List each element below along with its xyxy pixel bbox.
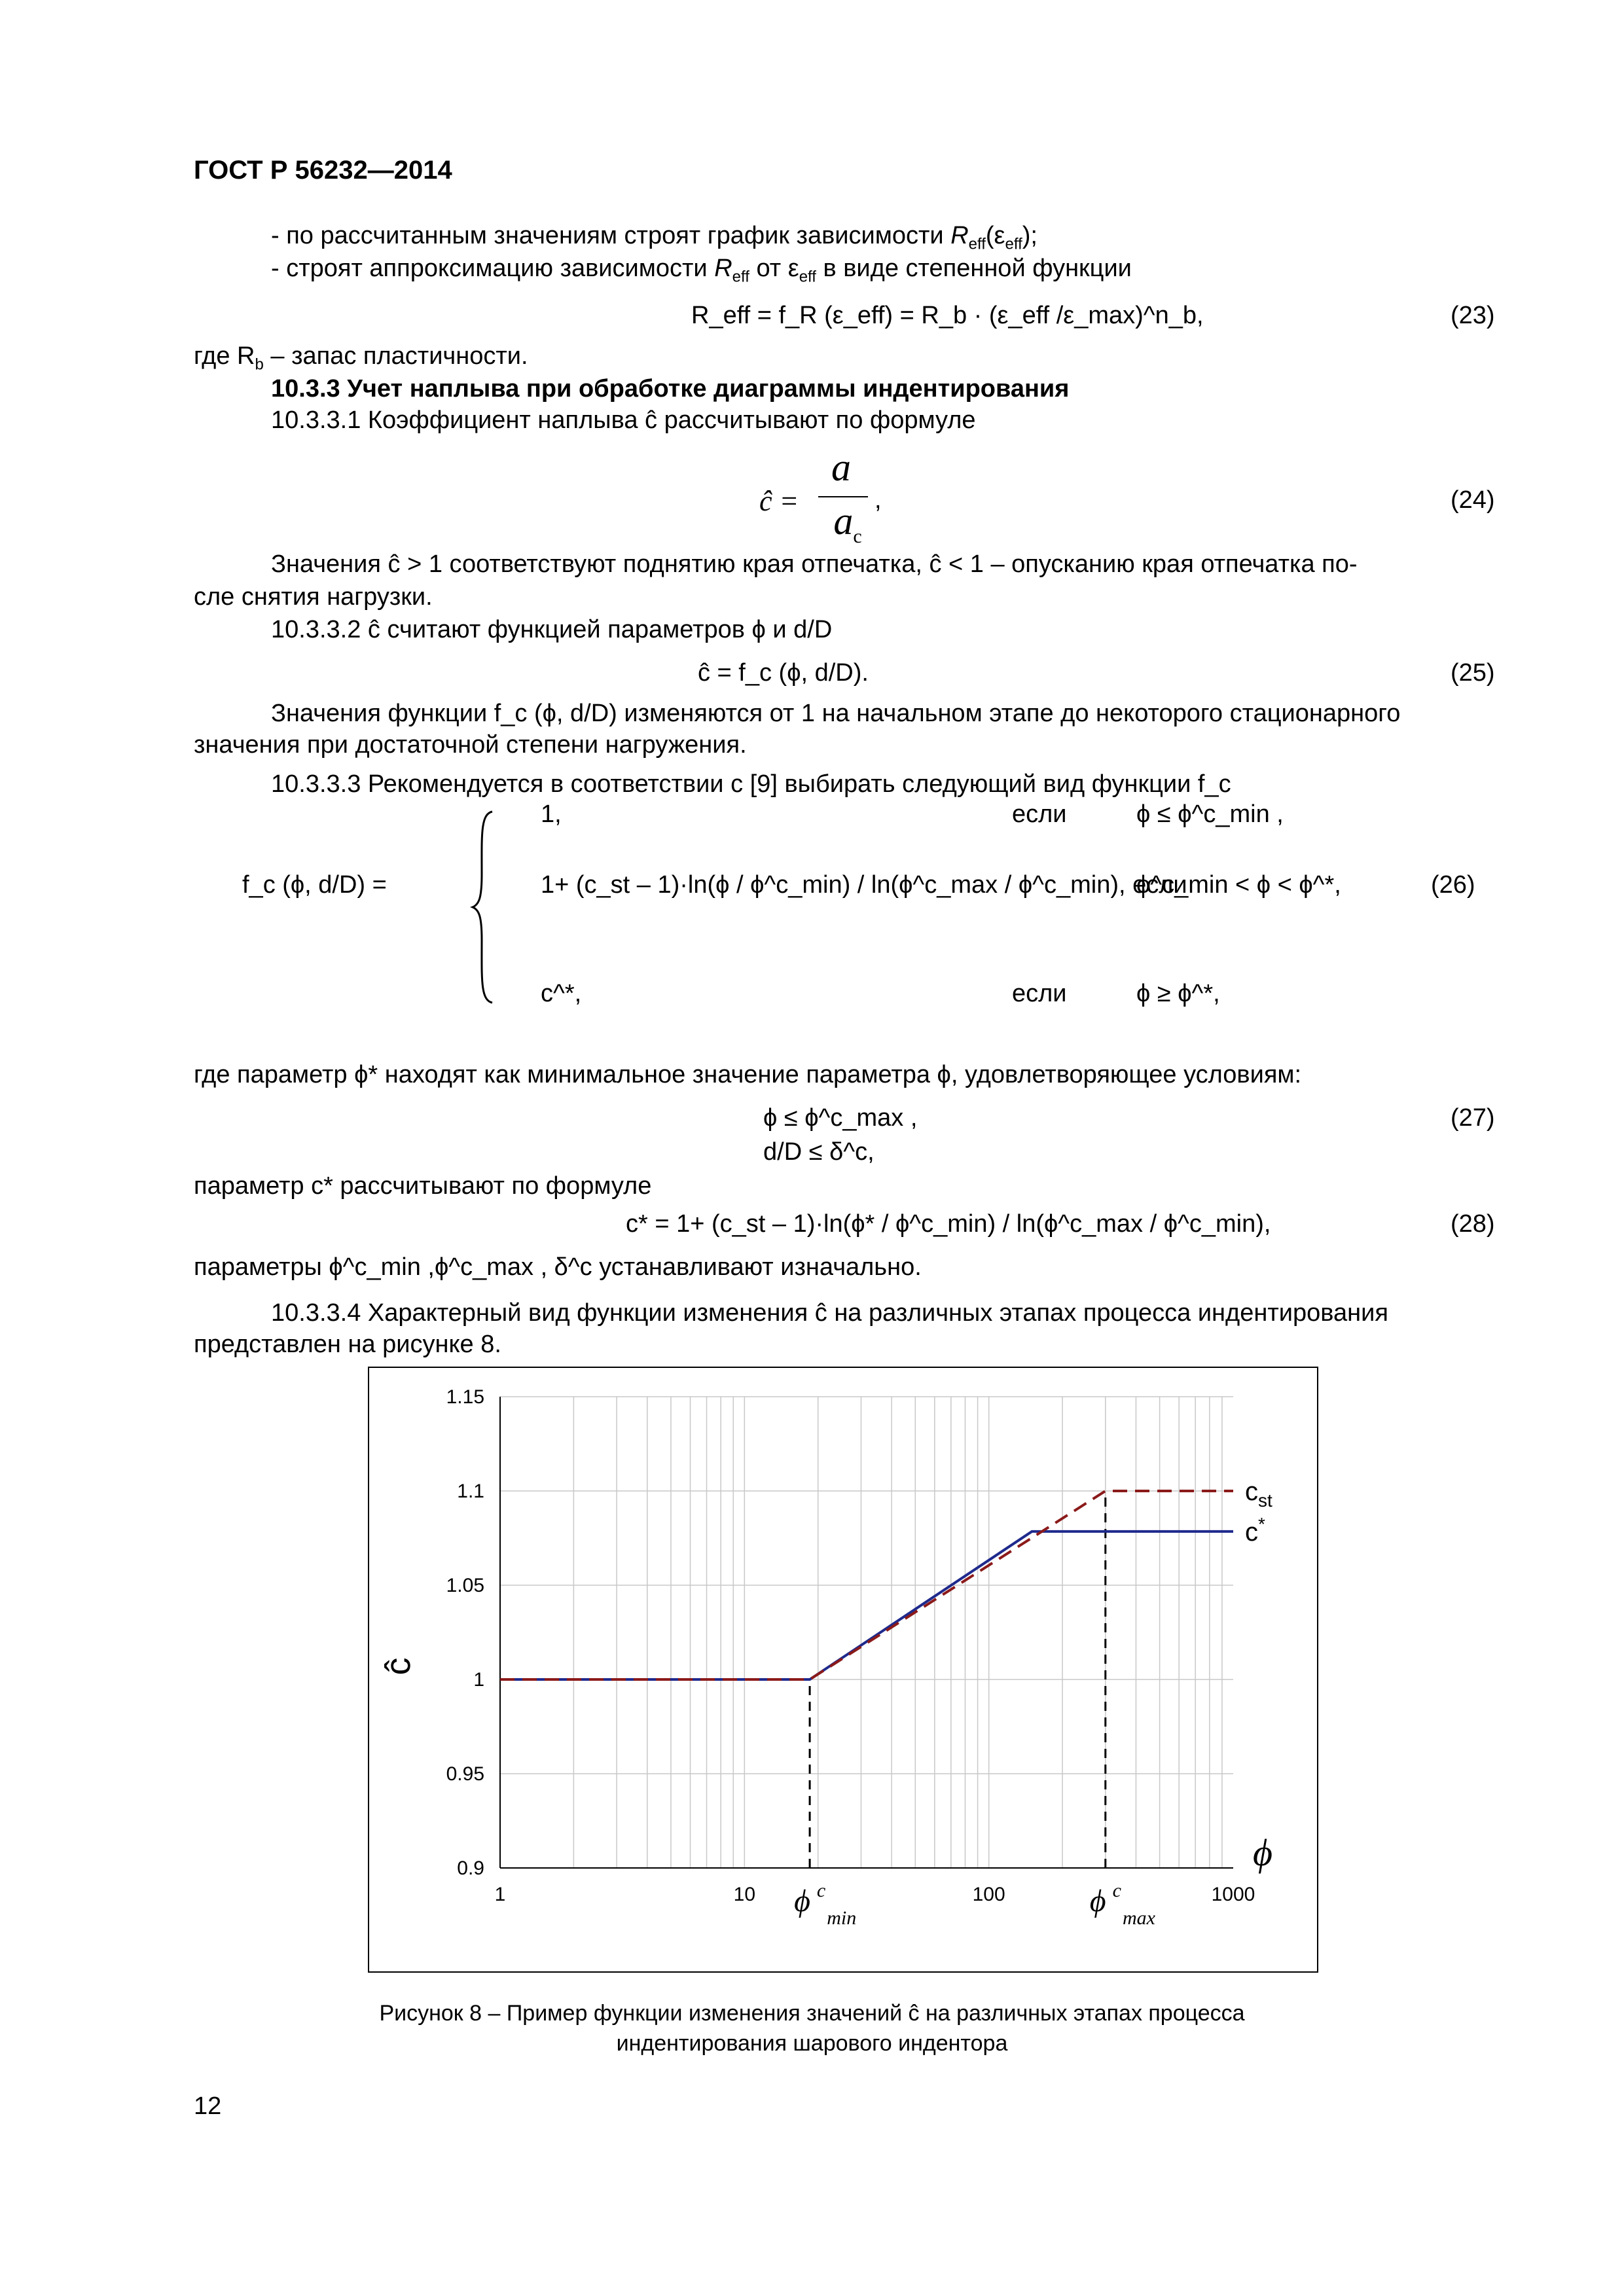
x-tick-label: 1000 xyxy=(1211,1884,1255,1905)
formula-23-number: (23) xyxy=(1451,302,1495,329)
x-tick-label: 100 xyxy=(972,1884,1005,1905)
paragraph-10-3-3-4-line2: представлен на рисунке 8. xyxy=(194,1331,501,1358)
y-tick-label: 1.15 xyxy=(446,1386,484,1408)
paragraph-c-values-line1: Значения ĉ > 1 соответствуют поднятию края отпечатка, ĉ < 1 – опусканию края отпечатка по- xyxy=(271,550,1358,578)
formula-24-denominator: $a_c$ xyxy=(833,499,862,547)
x-tick-label: 10 xyxy=(733,1884,756,1905)
x-marker-label-max: ϕ $^c_{max}$ xyxy=(1089,1880,1155,1929)
formula-26-row3-if: если xyxy=(1012,980,1067,1007)
formula-24-fraction-line xyxy=(818,496,868,497)
paragraph-function-values-line1: Значения функции f_c (ϕ, d/D) изменяются от 1 на начальном этапе до некоторого стационарного xyxy=(271,700,1401,727)
formula-26-row2-condition: ϕ^c_min < ϕ < ϕ^*, xyxy=(1136,871,1341,899)
formula-26-row3-value: c^*, xyxy=(541,980,582,1007)
y-tick-label: 1.05 xyxy=(446,1575,484,1596)
y-axis-label: ĉ xyxy=(378,1657,418,1676)
doc-header-code: ГОСТ Р 56232—2014 xyxy=(194,156,452,185)
formula-26-row1-condition: ϕ ≤ ϕ^c_min , xyxy=(1136,800,1284,828)
formula-24-comma: , xyxy=(875,486,882,514)
figure-8-caption-line1: Рисунок 8 – Пример функции изменения значений ĉ на различных этапах процесса xyxy=(379,2001,1245,2026)
paragraph-params: параметры ϕ^c_min ,ϕ^c_max , δ^c устанавливают изначально. xyxy=(194,1253,922,1281)
paragraph-10-3-3-4-line1: 10.3.3.4 Характерный вид функции изменения ĉ на различных этапах процесса индентирования xyxy=(271,1299,1388,1327)
paragraph-rb-definition: где $R_b$ – запас пластичности. xyxy=(194,342,528,374)
paragraph-c-star: параметр c* рассчитывают по формуле xyxy=(194,1172,652,1200)
x-marker-label-min: ϕ $^c_{min}$ xyxy=(794,1880,857,1929)
y-tick-label: 0.9 xyxy=(457,1857,484,1879)
series-line-c xyxy=(500,1532,1233,1679)
x-axis-label: ϕ xyxy=(1253,1831,1273,1874)
formula-24-lhs: ĉ = xyxy=(759,485,799,517)
formula-27-number: (27) xyxy=(1451,1104,1495,1132)
formula-26-row1-value: 1, xyxy=(541,800,562,828)
formula-28-number: (28) xyxy=(1451,1210,1495,1238)
paragraph-10-3-3-2: 10.3.3.2 ĉ считают функцией параметров ϕ и d/D xyxy=(271,616,833,643)
formula-25-number: (25) xyxy=(1451,659,1495,687)
paragraph-c-values-line2: сле снятия нагрузки. xyxy=(194,583,433,611)
y-tick-label: 1 xyxy=(473,1669,484,1691)
figure-8-chart xyxy=(369,1368,1317,1971)
formula-24-numerator: a xyxy=(831,446,851,489)
y-tick-label: 0.95 xyxy=(446,1763,484,1785)
formula-26-lhs: f_c (ϕ, d/D) = xyxy=(242,871,387,899)
paragraph-function-values-line2: значения при достаточной степени нагружения. xyxy=(194,731,747,759)
series-label-cst: $c_{st}$ xyxy=(1245,1477,1272,1511)
paragraph-10-3-3-3: 10.3.3.3 Рекомендуется в соответствии с [9] выбирать следующий вид функции f_c xyxy=(271,770,1231,798)
formula-26-brace xyxy=(470,809,496,1005)
y-tick-label: 1.1 xyxy=(457,1480,484,1502)
formula-24-number: (24) xyxy=(1451,486,1495,514)
formula-26-row1-if: если xyxy=(1012,800,1067,828)
figure-8-frame xyxy=(368,1367,1318,1973)
formula-25: ĉ = f_c (ϕ, d/D). xyxy=(698,659,869,687)
figure-8-caption-line2: индентирования шарового индентора xyxy=(616,2031,1008,2056)
formula-26-row3-condition: ϕ ≥ ϕ^*, xyxy=(1136,980,1220,1007)
section-heading-10-3-3: 10.3.3 Учет наплыва при обработке диаграммы индентирования xyxy=(271,375,1070,403)
x-tick-label: 1 xyxy=(494,1884,506,1905)
formula-27-line2: d/D ≤ δ^c, xyxy=(763,1138,875,1166)
paragraph-10-3-3-1: 10.3.3.1 Коэффициент наплыва ĉ рассчитывают по формуле xyxy=(271,406,976,434)
paragraph-plot-dependency: - по рассчитанным значениям строят график зависимости $R_{eff}(\varepsilon_{eff})$; xyxy=(271,222,1038,253)
formula-26-number: (26) xyxy=(1431,871,1475,899)
formula-26-row2-value: 1+ (c_st – 1)·ln(ϕ / ϕ^c_min) / ln(ϕ^c_max / ϕ^c_min), если xyxy=(541,871,1187,899)
series-label-c: c* xyxy=(1245,1513,1265,1547)
formula-27-line1: ϕ ≤ ϕ^c_max , xyxy=(763,1104,918,1132)
formula-28: c* = 1+ (c_st – 1)·ln(ϕ* / ϕ^c_min) / ln(ϕ^c_max / ϕ^c_min), xyxy=(626,1210,1271,1238)
page-number: 12 xyxy=(194,2092,222,2120)
paragraph-phi-star: где параметр ϕ* находят как минимальное значение параметра ϕ, удовлетворяющее условиям: xyxy=(194,1061,1302,1088)
formula-23: R_eff = f_R (ε_eff) = R_b · (ε_eff /ε_max)^n_b, xyxy=(691,302,1204,329)
paragraph-approximation: - строят аппроксимацию зависимости $R_{eff}$ от $\varepsilon_{eff}$ в виде степенной функции xyxy=(271,255,1132,286)
